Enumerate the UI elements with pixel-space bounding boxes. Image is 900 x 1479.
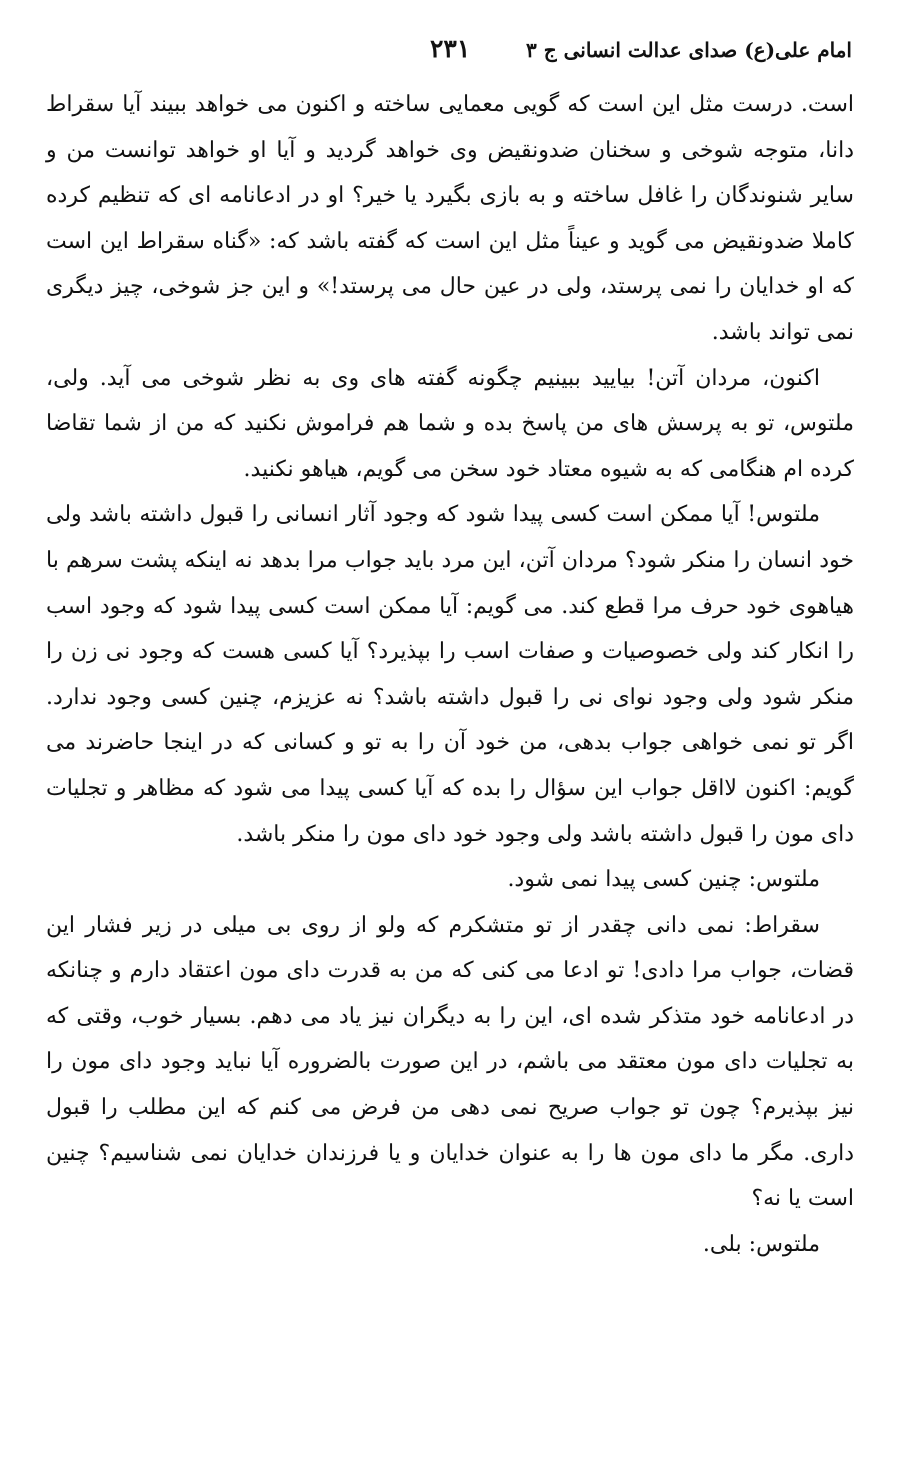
paragraph: ملتوس! آیا ممکن است کسی پیدا شود که وجود آثار انسانی را قبول داشته باشد ولی خود انسان را منکر شود؟ مردان آتن، این مرد باید جواب مرا بدهد نه اینکه پشت سرهم با هیاهوی خود حرف مرا قطع کند. می گویم: آیا ممکن است کسی پیدا شود که وجود اسب را انکار کند ولی خصوصیات و صفات اسب را بپذیرد؟ آیا کسی هست که وجود نی زن را منکر شود ولی وجود نوای نی را قبول داشته باشد؟ نه عزیزم، چنین کسی وجود ندارد. اگر تو نمی خواهی جواب بدهی، من خود آن را به تو و کسانی که در اینجا حاضرند می گویم: اکنون لااقل جواب این سؤال را بده که آیا کسی پیدا می شود که مظاهر و تجلیات دای مون را قبول داشته باشد ولی وجود خود دای مون را منکر باشد. [46,502,854,847]
body-text [46,82,854,1267]
paragraph: اکنون، مردان آتن! بیایید ببینیم چگونه گفته های وی به نظر شوخی می آید. ولی، ملتوس، تو به پرسش های من پاسخ بده و شما هم فراموش نکنید که من از شما تقاضا کرده ام هنگامی که به شیوه معتاد خود سخن می گویم، هیاهو نکنید. [46,365,854,482]
paragraph: ملتوس: بلی. [702,1231,820,1257]
page-number: ۲۳۱ [430,34,471,63]
paragraph: سقراط: نمی دانی چقدر از تو متشکرم که ولو از روی بی میلی در زیر فشار این قضات، جواب مرا دادی! تو ادعا می کنی که من به قدرت دای مون اعتقاد دارم و چنانکه در ادعانامه خود متذکر شده ای، این را به دیگران نیز یاد می دهم. بسیار خوب، وقتی که به تجلیات دای مون معتقد می باشم، در این صورت بالضروره آیا نباید وجود دای مون را نیز بپذیرم؟ چون تو جواب صریح نمی دهی من فرض می کنم که این مطلب را قبول داری. مگر ما دای مون ها را به عنوان خدایان و یا فرزندان خدایان نمی شناسیم؟ چنین است یا نه؟ [46,912,854,1212]
paragraph: ملتوس: چنین کسی پیدا نمی شود. [507,867,820,893]
page-header [40,32,860,72]
paragraph: است. درست مثل این است که گویی معمایی ساخته و اکنون می خواهد ببیند آیا سقراط دانا، متوجه شوخی و سخنان ضدونقیض وی خواهد گردید و آیا او خواهد توانست من و سایر شنوندگان را غافل ساخته و به بازی بگیرد یا خیر؟ او در ادعانامه ای که تنظیم کرده کاملا ضدونقیض می گوید و عیناً مثل این است که گفته باشد که: «گناه سقراط این است که او خدایان را نمی پرستد، ولی در عین حال می پرستد!» و این جز شوخی، چیز دیگری نمی تواند باشد. [46,92,854,345]
running-title: امام علی(ع) صدای عدالت انسانی ج ۳ [526,38,852,62]
